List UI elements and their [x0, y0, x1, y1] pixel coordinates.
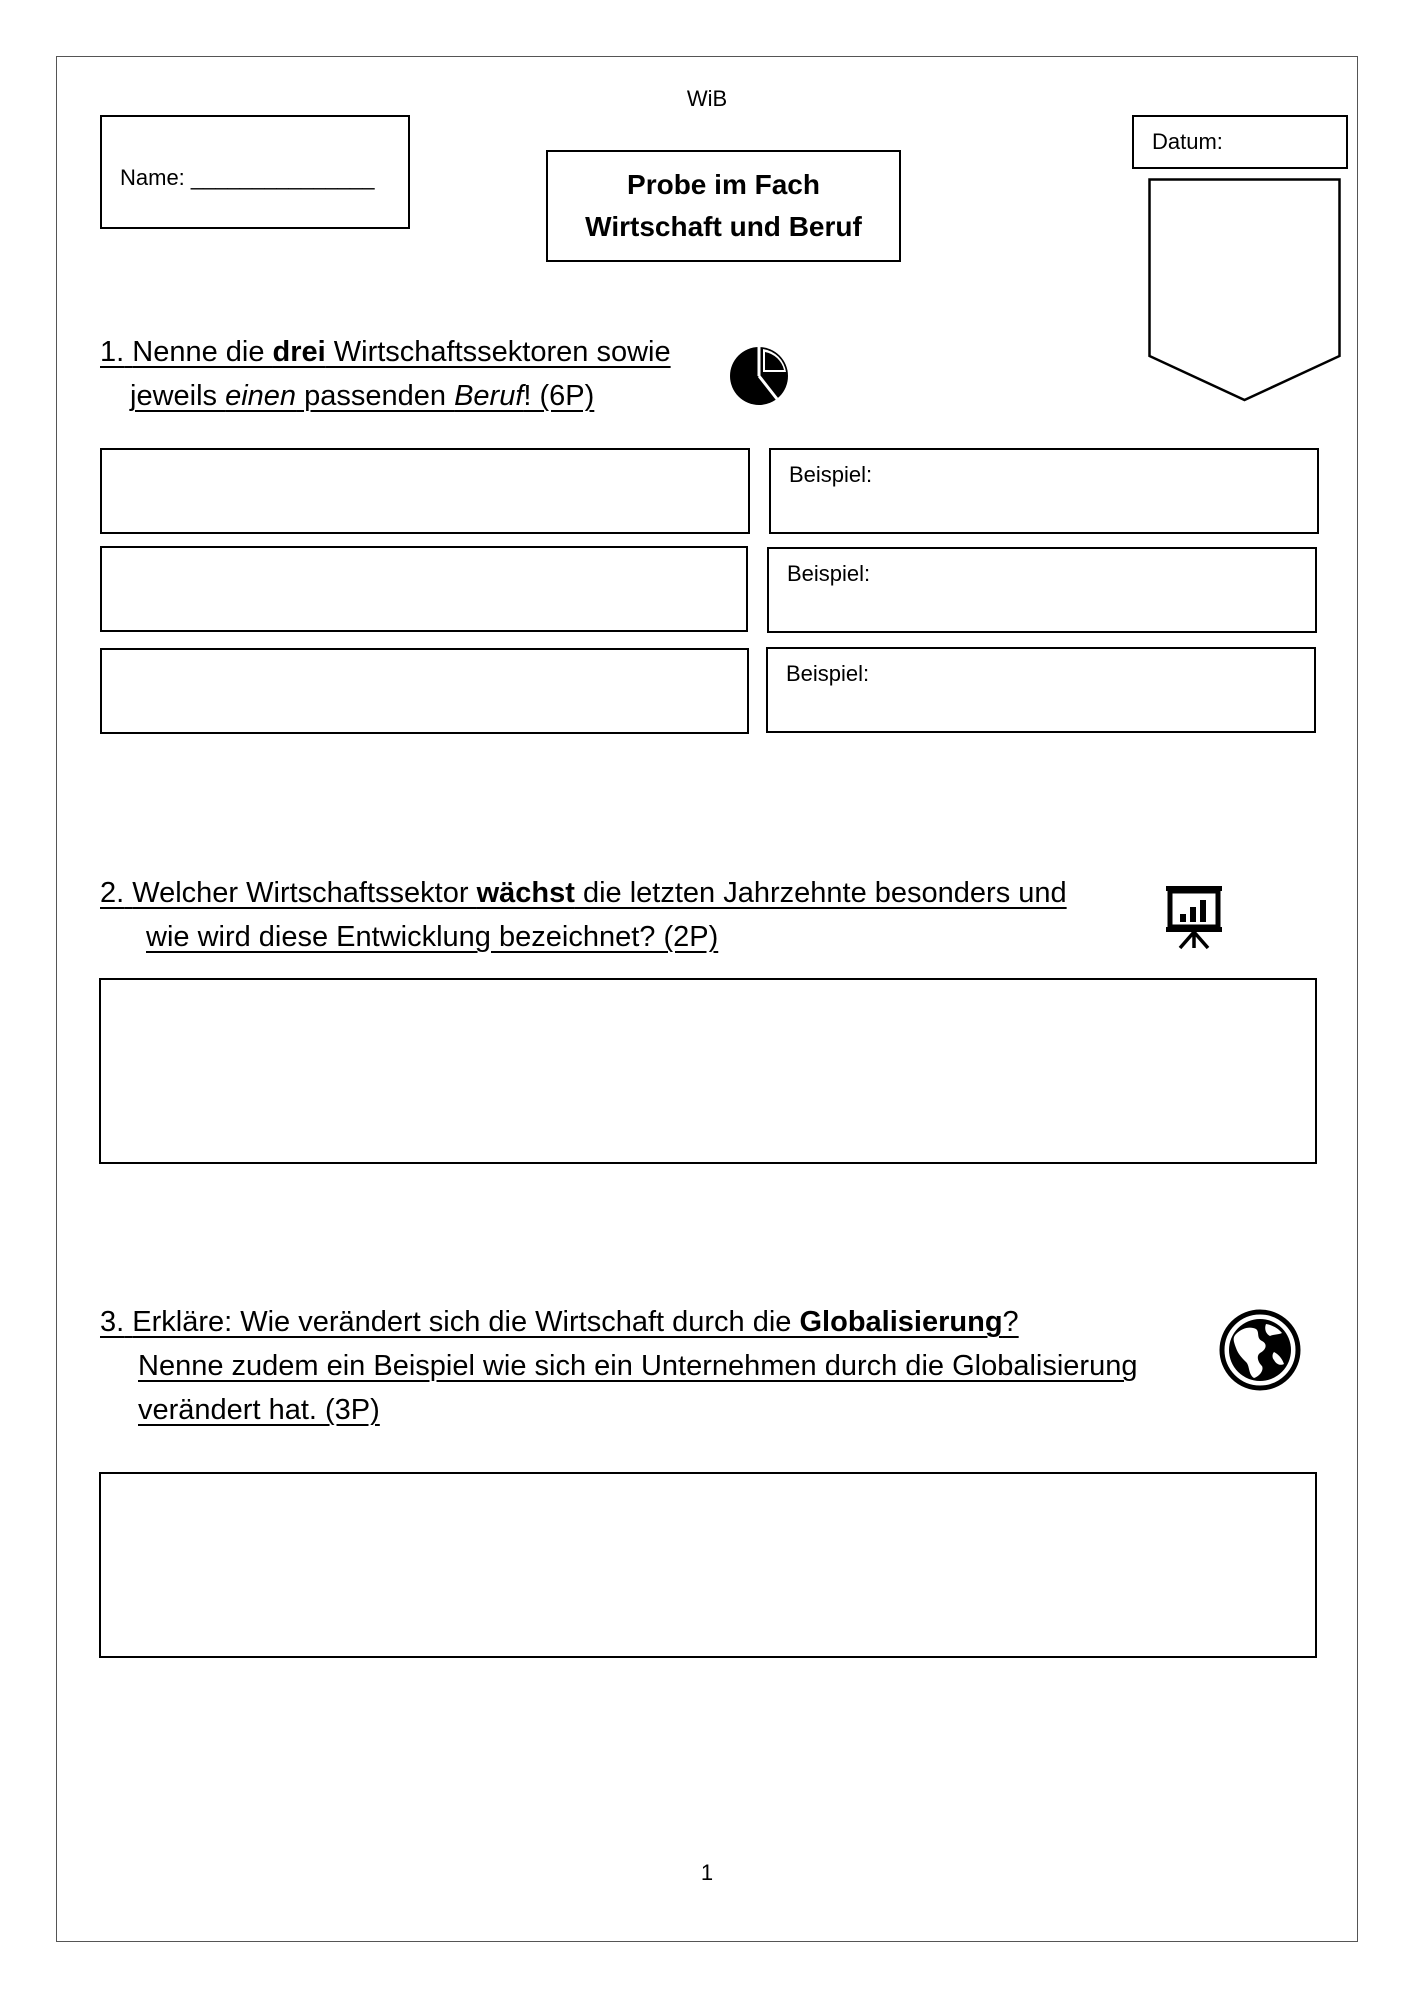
name-box[interactable] — [100, 115, 410, 229]
q1-text-5: ! (6P) — [523, 380, 595, 412]
question-1 — [100, 330, 720, 418]
example-label: Beispiel: — [786, 661, 870, 686]
question-2-answer-box[interactable] — [99, 978, 1317, 1164]
q2-number: 2. — [100, 877, 125, 909]
example-answer-1[interactable] — [769, 448, 1319, 534]
q3-text-2: ? — [1002, 1306, 1019, 1338]
q1-italic-2: Beruf — [454, 380, 524, 412]
q1-number: 1. — [100, 336, 125, 368]
sector-answer-3[interactable] — [100, 648, 749, 734]
subject-abbreviation: WiB — [686, 86, 728, 111]
q1-text-4: passenden — [296, 380, 455, 412]
page-number: 1 — [700, 1860, 714, 1885]
q2-text-2: die letzten Jahrzehnte besonders und — [574, 877, 1067, 909]
question-2 — [100, 871, 1140, 959]
sector-answer-2[interactable] — [100, 546, 748, 632]
q3-text-1: Erkläre: Wie verändert sich die Wirtschaft durch die — [132, 1306, 800, 1338]
example-answer-3[interactable] — [766, 647, 1316, 733]
question-3 — [100, 1300, 1220, 1432]
q2-text-1: Welcher Wirtschaftssektor — [132, 877, 477, 909]
q2-bold: wächst — [476, 877, 575, 909]
q2-text-3: wie wird diese Entwicklung bezeichnet? (2P) — [146, 921, 719, 953]
pie-chart-icon — [728, 345, 790, 407]
q3-text-4: verändert hat. (3P) — [138, 1394, 380, 1426]
date-label: Datum: — [1152, 129, 1223, 154]
q1-text-2: Wirtschaftssektoren sowie — [325, 336, 671, 368]
q1-text-3: jeweils — [130, 380, 226, 412]
q1-italic-1: einen — [225, 380, 297, 412]
title-line-2: Wirtschaft und Beruf — [585, 211, 862, 242]
grade-shield[interactable] — [1148, 178, 1341, 402]
q3-text-3: Nenne zudem ein Beispiel wie sich ein Unternehmen durch die Globalisierung — [138, 1350, 1138, 1382]
sector-answer-1[interactable] — [100, 448, 750, 534]
question-3-answer-box[interactable] — [99, 1472, 1317, 1658]
name-label: Name: _______________ — [120, 165, 375, 190]
title-box — [546, 150, 901, 262]
q1-text-1: Nenne die — [132, 336, 273, 368]
title-line-1: Probe im Fach — [627, 169, 820, 200]
q1-bold: drei — [272, 336, 326, 368]
q3-number: 3. — [100, 1306, 125, 1338]
example-label: Beispiel: — [787, 561, 871, 586]
date-box[interactable] — [1132, 115, 1348, 169]
example-label: Beispiel: — [789, 462, 873, 487]
globe-icon — [1218, 1308, 1302, 1392]
example-answer-2[interactable] — [767, 547, 1317, 633]
presentation-chart-icon — [1160, 882, 1228, 950]
q3-bold: Globalisierung — [799, 1306, 1003, 1338]
